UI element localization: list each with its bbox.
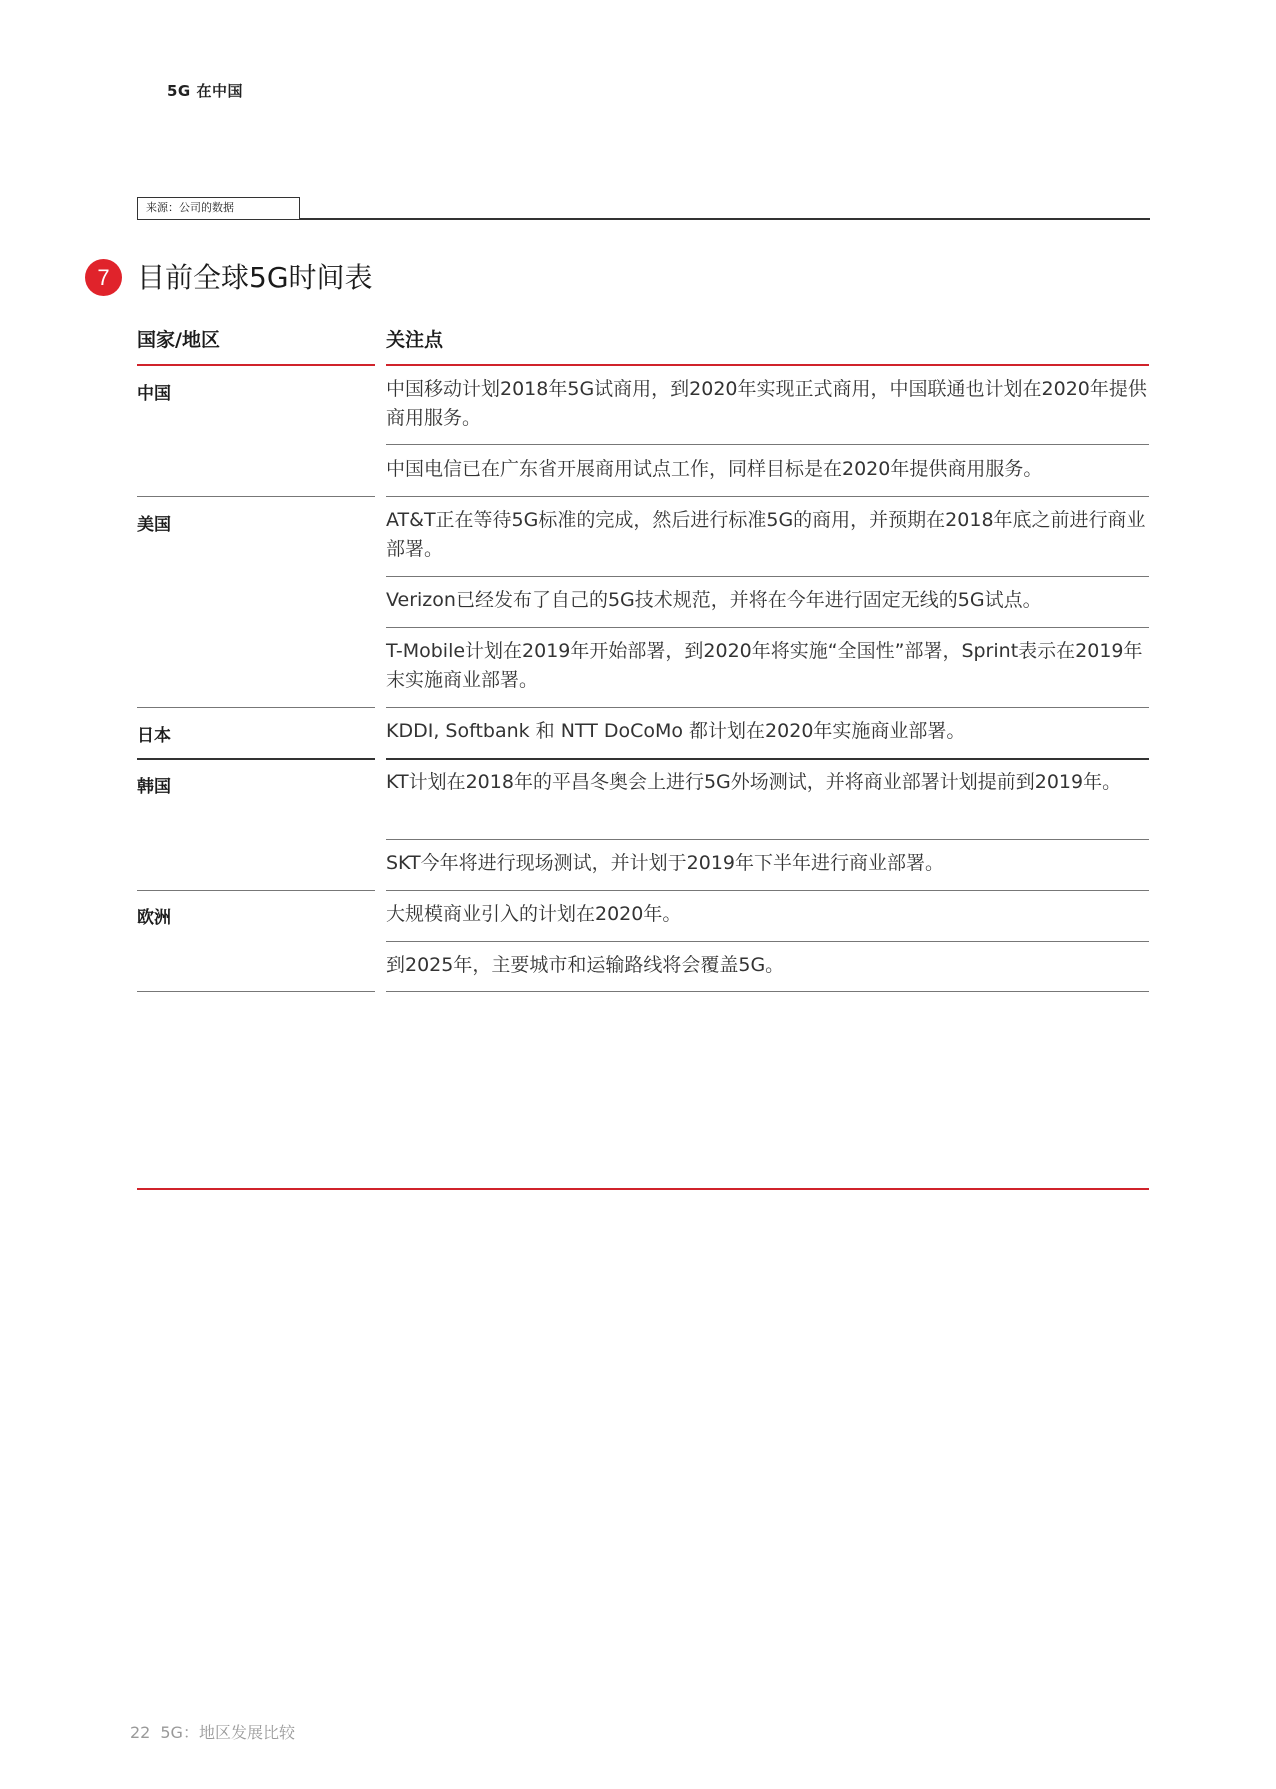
country-china: 中国 <box>137 384 171 404</box>
row-divider <box>386 890 1149 891</box>
row-divider <box>386 839 1149 840</box>
detail-usa-1: AT&T正在等待5G标准的完成，然后进行标准5G的商用，并预期在2018年底之前进行商业部署。 <box>386 509 1146 560</box>
page-footer <box>130 1720 295 1743</box>
country-usa: 美国 <box>137 515 171 535</box>
section-number-badge: 7 <box>85 259 122 296</box>
detail-china-2: 中国电信已在广东省开展商用试点工作，同样目标是在2020年提供商用服务。 <box>386 458 1043 480</box>
row-divider <box>386 758 1149 760</box>
row-divider <box>386 627 1149 628</box>
detail-korea-1: KT计划在2018年的平昌冬奥会上进行5G外场测试，并将商业部署计划提前到2019年。 <box>386 771 1122 793</box>
row-divider <box>137 496 375 497</box>
row-divider <box>386 707 1149 708</box>
bottom-accent-rule <box>137 1188 1149 1190</box>
section-title: 目前全球5G时间表 <box>137 261 373 294</box>
source-divider <box>300 218 1150 220</box>
row-divider <box>386 941 1149 942</box>
detail-korea-2: SKT今年将进行现场测试，并计划于2019年下半年进行商业部署。 <box>386 852 945 874</box>
column-header-country: 国家/地区 <box>137 329 220 351</box>
detail-usa-2: Verizon已经发布了自己的5G技术规范，并将在今年进行固定无线的5G试点。 <box>386 589 1042 611</box>
row-divider <box>386 496 1149 497</box>
page-number: 22 <box>130 1723 151 1742</box>
row-divider <box>386 991 1149 992</box>
detail-japan-1: KDDI, Softbank 和 NTT DoCoMo 都计划在2020年实施商业部署。 <box>386 720 966 742</box>
header-rule-left <box>137 364 375 366</box>
detail-usa-3: T-Mobile计划在2019年开始部署，到2020年将实施“全国性”部署，Sprint表示在2019年末实施商业部署。 <box>386 640 1143 691</box>
detail-europe-1: 大规模商业引入的计划在2020年。 <box>386 903 682 925</box>
row-divider <box>137 991 375 992</box>
row-divider <box>386 576 1149 577</box>
row-divider <box>137 707 375 708</box>
row-divider <box>386 444 1149 445</box>
detail-china-1: 中国移动计划2018年5G试商用，到2020年实现正式商用，中国联通也计划在2020年提供商用服务。 <box>386 378 1147 429</box>
country-japan: 日本 <box>137 726 171 746</box>
detail-europe-2: 到2025年，主要城市和运输路线将会覆盖5G。 <box>386 954 785 976</box>
country-korea: 韩国 <box>137 777 171 797</box>
row-divider <box>137 758 375 760</box>
column-header-focus: 关注点 <box>386 329 444 351</box>
running-header: 5G 在中国 <box>167 82 243 100</box>
country-europe: 欧洲 <box>137 908 171 928</box>
row-divider <box>137 890 375 891</box>
header-rule-right <box>386 364 1149 366</box>
source-label: 来源：公司的数据 <box>137 197 300 220</box>
footer-title: 5G：地区发展比较 <box>160 1723 295 1742</box>
